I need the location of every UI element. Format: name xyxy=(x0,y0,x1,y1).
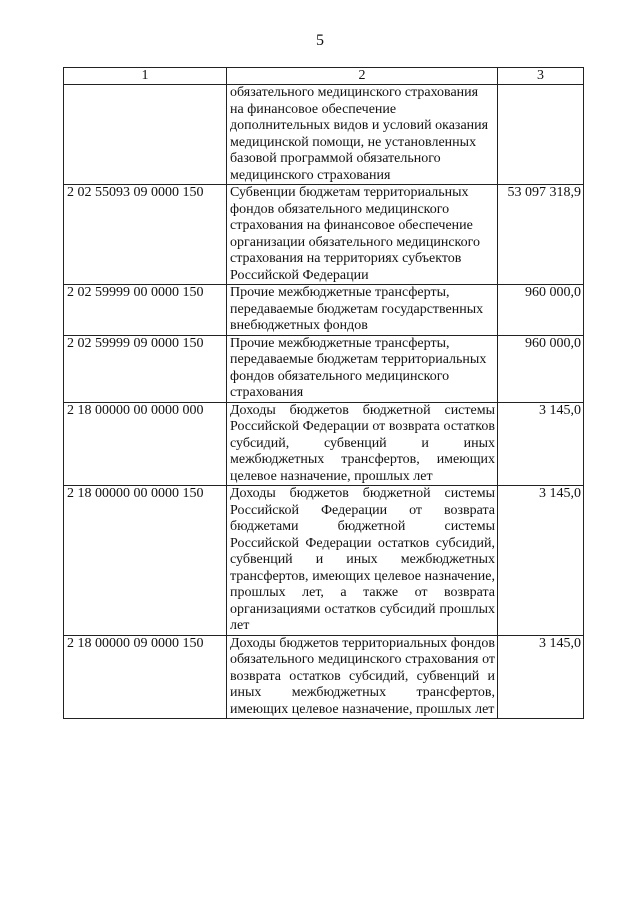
row-code xyxy=(64,85,227,185)
row-code: 2 02 59999 00 0000 150 xyxy=(64,285,227,336)
column-header-amount: 3 xyxy=(498,68,584,85)
row-amount: 3 145,0 xyxy=(498,635,584,719)
row-name: Доходы бюджетов территориальных фондов обязательного медицинского страхования от возврата остатков субсидий, субвенций и иных межбюджетных трансфертов, имеющих целевое назначение, прошлых лет xyxy=(227,635,498,719)
table-row xyxy=(64,185,584,285)
revenue-table xyxy=(63,67,584,719)
row-amount: 3 145,0 xyxy=(498,486,584,636)
row-amount xyxy=(498,85,584,185)
row-amount: 3 145,0 xyxy=(498,402,584,486)
row-name: Доходы бюджетов бюджетной системы Российской Федерации от возврата бюджетами бюджетной системы Российской Федерации остатков субсидий, субвенций и иных межбюджетных трансфертов, имеющих целевое назначение, прошлых лет, а также от возврата организациями остатков субсидий прошлых лет xyxy=(227,486,498,636)
row-name: Субвенции бюджетам территориальных фондов обязательного медицинского страхования на финансовое обеспечение организации обязательного медицинского страхования на территориях субъектов Российской Федерации xyxy=(227,185,498,285)
row-code: 2 18 00000 00 0000 150 xyxy=(64,486,227,636)
row-name: Прочие межбюджетные трансферты, передаваемые бюджетам государственных внебюджетных фондов xyxy=(227,285,498,336)
row-amount: 960 000,0 xyxy=(498,335,584,402)
row-code: 2 18 00000 00 0000 000 xyxy=(64,402,227,486)
page-number: 5 xyxy=(316,32,324,49)
row-code: 2 02 55093 09 0000 150 xyxy=(64,185,227,285)
row-name: Доходы бюджетов бюджетной системы Российской Федерации от возврата остатков субсидий, субвенций и иных межбюджетных трансфертов, имеющих целевое назначение, прошлых лет xyxy=(227,402,498,486)
table-row xyxy=(64,85,584,185)
table-header-row xyxy=(64,68,584,85)
row-code: 2 18 00000 09 0000 150 xyxy=(64,635,227,719)
row-name: Прочие межбюджетные трансферты, передаваемые бюджетам территориальных фондов обязательного медицинского страхования xyxy=(227,335,498,402)
table-row xyxy=(64,285,584,336)
row-amount: 53 097 318,9 xyxy=(498,185,584,285)
table-row xyxy=(64,635,584,719)
row-code: 2 02 59999 09 0000 150 xyxy=(64,335,227,402)
column-header-code: 1 xyxy=(64,68,227,85)
table-row xyxy=(64,335,584,402)
row-name: обязательного медицинского страхования на финансовое обеспечение дополнительных видов и условий оказания медицинской помощи, не установленных базовой программой обязательного медицинского страхования xyxy=(227,85,498,185)
column-header-name: 2 xyxy=(227,68,498,85)
row-amount: 960 000,0 xyxy=(498,285,584,336)
table-row xyxy=(64,486,584,636)
table-row xyxy=(64,402,584,486)
